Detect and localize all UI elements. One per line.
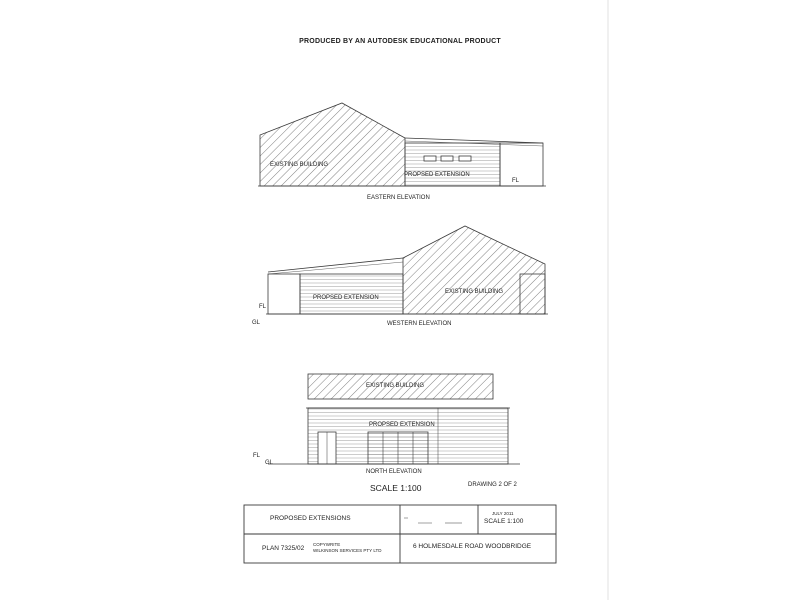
scan-marks [404, 518, 462, 523]
north-fl-label: FL [253, 453, 261, 459]
copyright-line-1: COPYWRITE [313, 542, 341, 547]
eastern-elevation [258, 103, 546, 186]
western-elevation-title: WESTERN ELEVATION [387, 321, 452, 327]
western-fl-label: FL [259, 304, 267, 310]
north-extension-label: PROPSED EXTENSION [369, 422, 435, 428]
western-existing-building [403, 226, 545, 314]
drawing-date: JULY 2011 [492, 511, 514, 516]
western-existing-label: EXISTING BUILDING [445, 289, 504, 295]
title-block-scale: SCALE 1:100 [484, 518, 524, 525]
project-title: PROPOSED EXTENSIONS [270, 515, 351, 522]
western-extension [300, 274, 403, 314]
drawing-number: DRAWING 2 OF 2 [468, 482, 517, 488]
western-extension-label: PROPSED EXTENSION [313, 295, 379, 301]
north-gl-label: GL [265, 460, 274, 466]
eastern-extension [405, 143, 500, 186]
western-elevation [266, 226, 548, 314]
western-gl-label: GL [252, 320, 261, 326]
plan-number: PLAN 7325/02 [262, 545, 305, 552]
site-address: 6 HOLMESDALE ROAD WOODBRIDGE [413, 543, 532, 550]
north-existing-label: EXISTING BUILDING [366, 383, 425, 389]
scale-note: SCALE 1:100 [370, 483, 422, 493]
eastern-existing-building [260, 103, 405, 186]
north-elevation-title: NORTH ELEVATION [366, 469, 422, 475]
eastern-extension-label: PROPSED EXTENSION [404, 172, 470, 178]
eastern-fl-label: FL [512, 178, 520, 184]
eastern-existing-label: EXISTING BUILDING [270, 162, 329, 168]
producer-note: PRODUCED BY AN AUTODESK EDUCATIONAL PRODUCT [299, 38, 501, 45]
eastern-elevation-title: EASTERN ELEVATION [367, 195, 430, 201]
copyright-line-2: WILKINSON SERVICES PTY LTD [313, 548, 382, 553]
